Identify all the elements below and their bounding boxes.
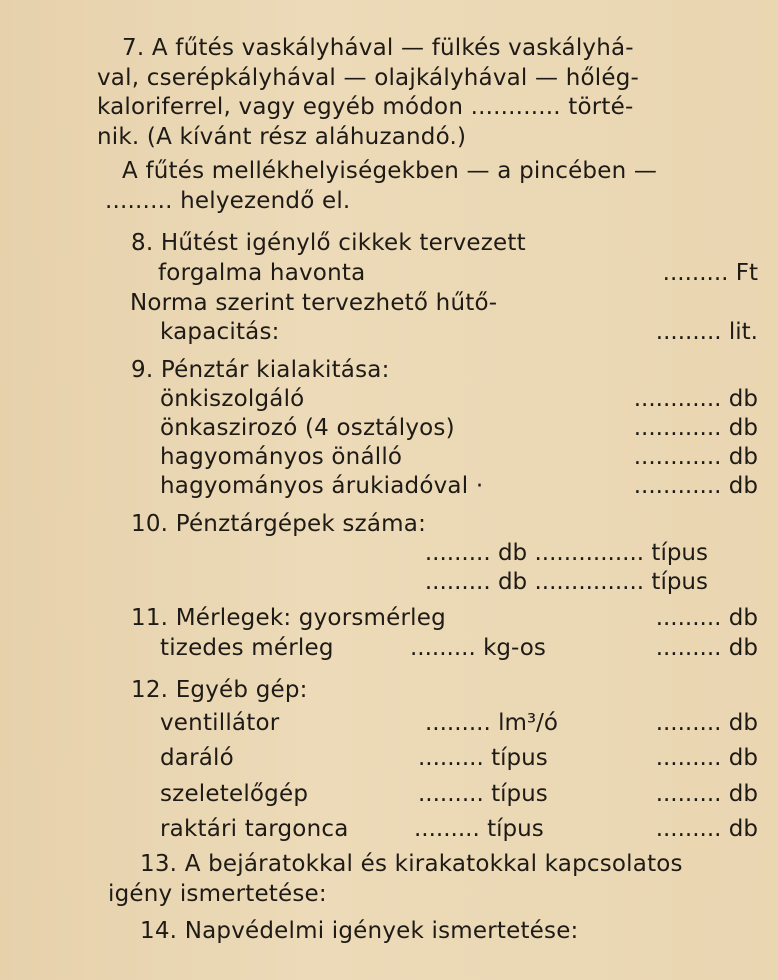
s7-line-4: nik. (A kívánt rész aláhuzandó.): [97, 124, 467, 150]
s9-row-label: hagyományos önálló: [160, 444, 403, 470]
s12-title: 12. Egyéb gép:: [131, 677, 308, 703]
s8-line-1: 8. Hűtést igénylő cikkek tervezett: [131, 230, 526, 256]
s9-row-label: önkaszirozó (4 osztályos): [160, 415, 455, 441]
s12-row-mid: ......... lm³/ó: [425, 710, 558, 736]
s12-row-field: ......... db: [655, 781, 758, 807]
s9-row-label: hagyományos árukiadóval ·: [160, 473, 484, 499]
s9-title: 9. Pénztár kialakitása:: [131, 357, 390, 383]
s9-row-label: önkiszolgáló: [160, 386, 305, 412]
s10-row-1: ......... db ............... típus: [424, 540, 708, 566]
s9-row-field: ............ db: [633, 415, 758, 441]
s12-row-label: ventillátor: [160, 710, 280, 736]
s8-line-3: Norma szerint tervezhető hűtő-: [130, 290, 498, 316]
s12-row-field: ......... db: [655, 816, 758, 842]
s12-row-label: daráló: [160, 745, 234, 771]
s7-line-3: kaloriferrel, vagy egyéb módon ............ törté-: [97, 94, 634, 120]
s11-line-1: 11. Mérlegek: gyorsmérleg: [131, 605, 446, 631]
s7-line-5: A fűtés mellékhelyiségekben — a pincében —: [122, 158, 658, 184]
s11-decimal-scale-field: ......... db: [655, 635, 758, 661]
s7-line-1: 7. A fűtés vaskályhával — fülkés vaskályhá-: [122, 35, 634, 61]
s12-row-label: raktári targonca: [160, 816, 349, 842]
s9-row-field: ............ db: [633, 444, 758, 470]
s9-row-field: ............ db: [633, 386, 758, 412]
s13-line-1: 13. A bejáratokkal és kirakatokkal kapcsolatos: [140, 851, 683, 877]
s12-row-label: szeletelőgép: [160, 781, 309, 807]
s12-row-mid: ......... típus: [418, 745, 548, 771]
s14-line-1: 14. Napvédelmi igények ismertetése:: [140, 918, 579, 944]
s7-line-2: val, cserépkályhával — olajkályhával — hőlég-: [97, 65, 640, 91]
s8-capacity-field: ......... lit.: [655, 319, 758, 345]
s8-revenue-field: ......... Ft: [662, 260, 758, 286]
s10-title: 10. Pénztárgépek száma:: [131, 511, 427, 537]
s8-line-2: forgalma havonta: [158, 260, 366, 286]
s11-fast-scale-field: ......... db: [655, 605, 758, 631]
s8-line-4: kapacitás:: [160, 319, 280, 345]
s11-kg-field: ......... kg-os: [410, 635, 546, 661]
s10-row-2: ......... db ............... típus: [424, 569, 708, 595]
s9-row-field: ............ db: [633, 473, 758, 499]
s7-line-6: ......... helyezendő el.: [105, 188, 351, 214]
s12-row-mid: ......... típus: [414, 816, 544, 842]
s13-line-2: igény ismertetése:: [108, 881, 327, 907]
s12-row-field: ......... db: [655, 745, 758, 771]
s12-row-mid: ......... típus: [418, 781, 548, 807]
s12-row-field: ......... db: [655, 710, 758, 736]
s11-line-2: tizedes mérleg: [160, 635, 334, 661]
